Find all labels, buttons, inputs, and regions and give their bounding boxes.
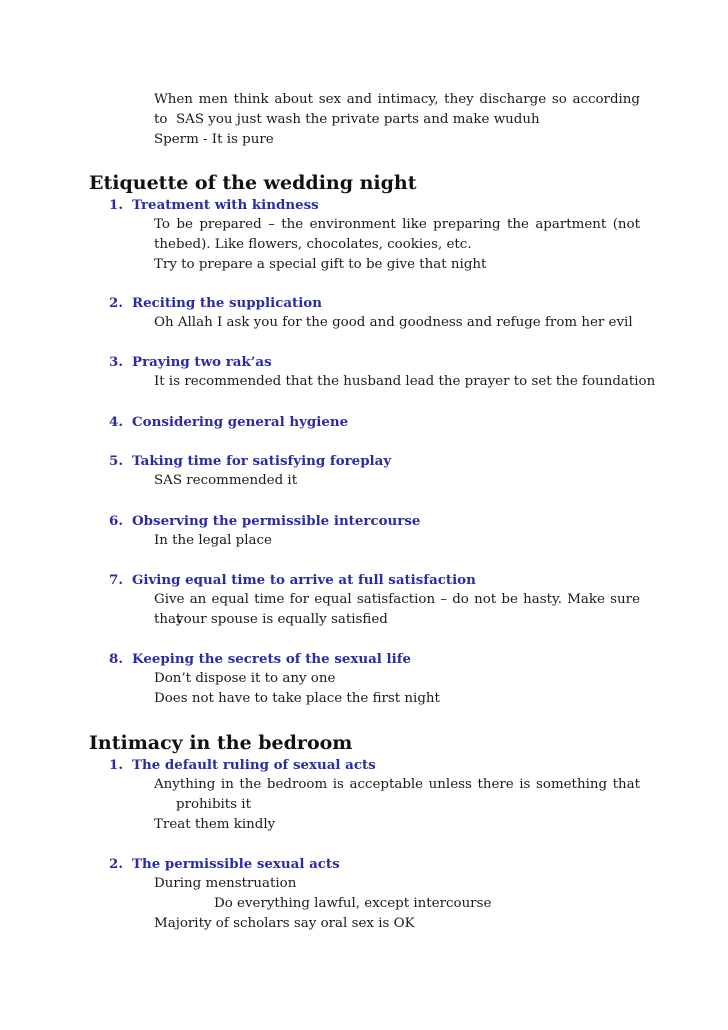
item-text: bed). Like flowers, chocolates, cookies, etc. (176, 237, 472, 252)
intro-line-3: Sperm - It is pure (154, 132, 274, 147)
list-item-title: 6. Observing the permissible intercourse (109, 513, 421, 529)
list-item-title: 2. The permissible sexual acts (109, 856, 340, 872)
item-text: Don’t dispose it to any one (154, 671, 336, 686)
item-text: It is recommended that the husband lead the prayer to set the foundation (154, 374, 656, 389)
item-text: Treat them kindly (154, 817, 276, 832)
list-item-title: 1. The default ruling of sexual acts (109, 757, 376, 773)
list-item-title: 7. Giving equal time to arrive at full satisfaction (109, 572, 476, 588)
intro-line-1: When men think about sex and intimacy, they discharge so according to (154, 92, 640, 127)
item-text: prohibits it (176, 797, 251, 812)
item-text: In the legal place (154, 533, 272, 548)
item-text: Majority of scholars say oral sex is OK (154, 916, 415, 931)
item-text: Oh Allah I ask you for the good and goodness and refuge from her evil (154, 315, 633, 330)
item-text: your spouse is equally satisfied (176, 612, 388, 627)
list-item-title: 8. Keeping the secrets of the sexual life (109, 651, 411, 667)
list-item-title: 1. Treatment with kindness (109, 197, 319, 213)
list-item-title: 4. Considering general hygiene (109, 414, 349, 430)
item-text: Do everything lawful, except intercourse (214, 896, 492, 911)
item-text: To be prepared – the environment like preparing the apartment (not the (154, 217, 640, 252)
intro-line-2: SAS you just wash the private parts and make wuduh (176, 112, 540, 127)
list-item-title: 2. Reciting the supplication (109, 295, 322, 311)
item-text: Try to prepare a special gift to be give that night (154, 257, 487, 272)
section-heading-intimacy: Intimacy in the bedroom (89, 732, 353, 754)
list-item-title: 3. Praying two rak’as (109, 354, 272, 370)
item-text: During menstruation (154, 876, 297, 891)
item-text: Anything in the bedroom is acceptable unless there is something that (154, 777, 640, 792)
item-text: Give an equal time for equal satisfaction – do not be hasty. Make sure that (154, 592, 640, 627)
item-text: SAS recommended it (154, 473, 298, 488)
item-text: Does not have to take place the first night (154, 691, 440, 706)
list-item-title: 5. Taking time for satisfying foreplay (109, 453, 392, 469)
section-heading-wedding-night: Etiquette of the wedding night (89, 172, 417, 194)
